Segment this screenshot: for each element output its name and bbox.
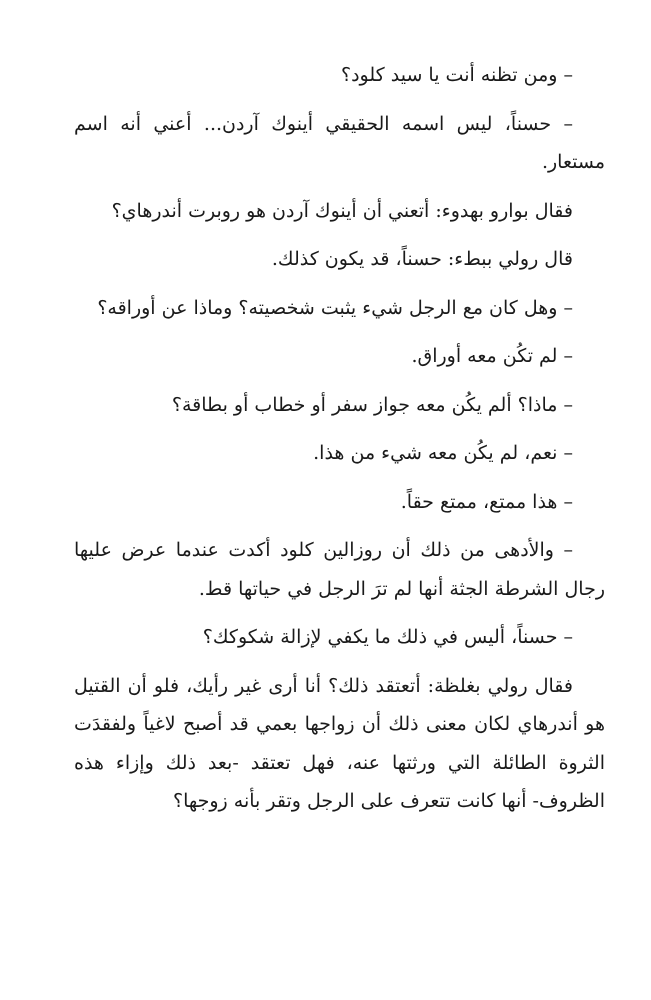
paragraph-4: قال رولي ببطء: حسناً، قد يكون كذلك. (271, 248, 573, 270)
paragraph-2: – حسناً، ليس اسمه الحقيقي أينوك آردن... أعني أنه اسم مستعار. (74, 112, 605, 173)
paragraph-5: – وهل كان مع الرجل شيء يثبت شخصيته؟ وماذا عن أوراقه؟ (97, 296, 573, 319)
paragraph-10: – والأدهى من ذلك أن روزالين كلود أكدت عندما عرض عليها رجال الشرطة الجثة أنها لم ترَ الرجل في حياتها قط. (74, 539, 605, 600)
paragraph-12: فقال رولي بغلظة: أتعتقد ذلك؟ أنا أرى غير رأيك، فلو أن القتيل هو أندرهاي لكان معنى ذلك أن زواجها بعمي قد أصبح لاغياً ولفقدَت الثروة الطائلة التي ورثتها عنه، فهل تعتقد -بعد ذلك وإزاء هذه الظروف- أنها كانت تتعرف على الرجل وتقر بأنه زوجها؟ (74, 674, 605, 812)
paragraph-8: – نعم، لم يكُن معه شيء من هذا. (313, 442, 573, 464)
paragraph-11: – حسناً، أليس في ذلك ما يكفي لإزالة شكوكك؟ (202, 626, 573, 648)
page-text (74, 56, 605, 831)
paragraph-6: – لم تكُن معه أوراق. (411, 345, 573, 367)
paragraph-9: – هذا ممتع، ممتع حقاً. (400, 490, 573, 513)
paragraph-3: فقال بوارو بهدوء: أتعني أن أينوك آردن هو روبرت أندرهاي؟ (111, 199, 573, 222)
paragraph-7: – ماذا؟ ألم يكُن معه جواز سفر أو خطاب أو بطاقة؟ (171, 393, 573, 416)
paragraph-1: – ومن تظنه أنت يا سيد كلود؟ (341, 64, 573, 86)
